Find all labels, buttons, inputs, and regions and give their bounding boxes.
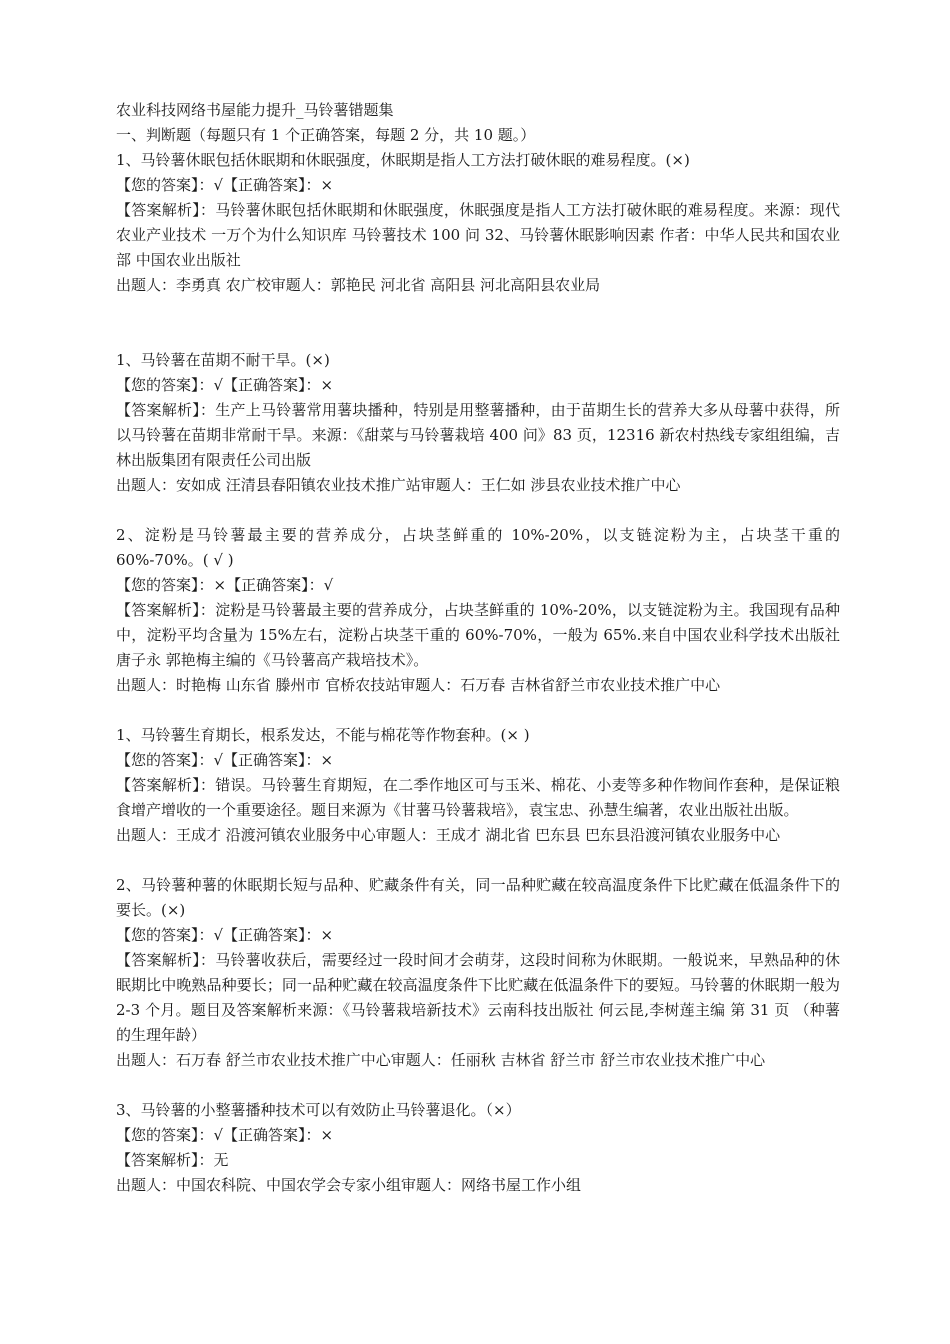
question-text: 1、马铃薯在苗期不耐干旱。(×) <box>116 351 330 369</box>
answer-explanation: 【答案解析】：淀粉是马铃薯最主要的营养成分，占块茎鲜重的 10%-20%，以支链淀粉为主。我国现有品种中，淀粉平均含量为 15%左右，淀粉占块茎干重的 60%-70%，一般为 65%.来自中国农业科学技术出版社 唐子永 郭艳梅主编的《马铃薯高产栽培技术》。 <box>116 601 840 669</box>
question-text: 1、马铃薯休眠包括休眠期和休眠强度，休眠期是指人工方法打破休眠的难易程度。(×) <box>116 151 690 169</box>
spacer <box>116 298 838 348</box>
question-author: 出题人：王成才 沿渡河镇农业服务中心审题人：王成才 湖北省 巴东县 巴东县沿渡河镇农业服务中心 <box>116 826 781 844</box>
answer-line: 【您的答案】：×【正确答案】：√ <box>116 576 334 594</box>
answer-line: 【您的答案】：√【正确答案】：× <box>116 1126 334 1144</box>
question-text: 1、马铃薯生育期长，根系发达，不能与棉花等作物套种。(× ) <box>116 726 530 744</box>
question-block <box>116 723 838 848</box>
question-block <box>116 1098 838 1198</box>
question-author: 出题人：中国农科院、中国农学会专家小组审题人：网络书屋工作小组 <box>116 1176 582 1194</box>
question-block <box>116 873 838 1073</box>
answer-line: 【您的答案】：√【正确答案】：× <box>116 751 334 769</box>
spacer <box>116 498 838 523</box>
question-block <box>116 348 838 498</box>
spacer <box>116 698 838 723</box>
question-author: 出题人：石万春 舒兰市农业技术推广中心审题人：任丽秋 吉林省 舒兰市 舒兰市农业技术推广中心 <box>116 1051 766 1069</box>
answer-explanation: 【答案解析】：马铃薯收获后，需要经过一段时间才会萌芽，这段时间称为休眠期。一般说来，早熟品种的休眠期比中晚熟品种要长；同一品种贮藏在较高温度条件下比贮藏在低温条件下的要短。马铃薯的休眠期一般为 2-3 个月。题目及答案解析来源：《马铃薯栽培新技术》云南科技出版社 何云昆,李树莲主编 第 31 页 （种薯的生理年龄） <box>116 951 840 1044</box>
answer-explanation: 【答案解析】：马铃薯休眠包括休眠期和休眠强度，休眠强度是指人工方法打破休眠的难易程度。来源：现代农业产业技术 一万个为什么知识库 马铃薯技术 100 问 32、马铃薯休眠影响因素 作者：中华人民共和国农业部 中国农业出版社 <box>116 201 840 269</box>
document-title: 农业科技网络书屋能力提升_马铃薯错题集 <box>116 101 394 119</box>
question-author: 出题人：李勇真 农广校审题人：郭艳民 河北省 高阳县 河北高阳县农业局 <box>116 276 601 294</box>
answer-line: 【您的答案】：√【正确答案】：× <box>116 376 334 394</box>
answer-line: 【您的答案】：√【正确答案】：× <box>116 176 334 194</box>
question-text: 2、马铃薯种薯的休眠期长短与品种、贮藏条件有关，同一品种贮藏在较高温度条件下比贮藏在低温条件下的要长。(×) <box>116 876 840 919</box>
question-block <box>116 523 838 698</box>
answer-line: 【您的答案】：√【正确答案】：× <box>116 926 334 944</box>
spacer <box>116 848 838 873</box>
answer-explanation: 【答案解析】：错误。马铃薯生育期短，在二季作地区可与玉米、棉花、小麦等多种作物间作套种，是保证粮食增产增收的一个重要途径。题目来源为《甘薯马铃薯栽培》，袁宝忠、孙慧生编著，农业出版社出版。 <box>116 776 840 819</box>
question-text: 3、马铃薯的小整薯播种技术可以有效防止马铃薯退化。（×） <box>116 1101 521 1119</box>
question-author: 出题人：安如成 汪清县春阳镇农业技术推广站审题人：王仁如 涉县农业技术推广中心 <box>116 476 681 494</box>
section-heading: 一、判断题（每题只有 1 个正确答案，每题 2 分，共 10 题。） <box>116 126 536 144</box>
question-author: 出题人：时艳梅 山东省 滕州市 官桥农技站审题人：石万春 吉林省舒兰市农业技术推广中心 <box>116 676 721 694</box>
question-text: 2、淀粉是马铃薯最主要的营养成分，占块茎鲜重的 10%-20%，以支链淀粉为主，占块茎干重的 60%-70%。( √ ) <box>116 526 840 569</box>
spacer <box>116 1073 838 1098</box>
answer-explanation: 【答案解析】：无 <box>116 1151 229 1169</box>
answer-explanation: 【答案解析】：生产上马铃薯常用薯块播种，特别是用整薯播种，由于苗期生长的营养大多从母薯中获得，所以马铃薯在苗期非常耐干旱。来源：《甜菜与马铃薯栽培 400 问》83 页，12316 新农村热线专家组组编，吉林出版集团有限责任公司出版 <box>116 401 840 469</box>
question-block <box>116 148 838 298</box>
